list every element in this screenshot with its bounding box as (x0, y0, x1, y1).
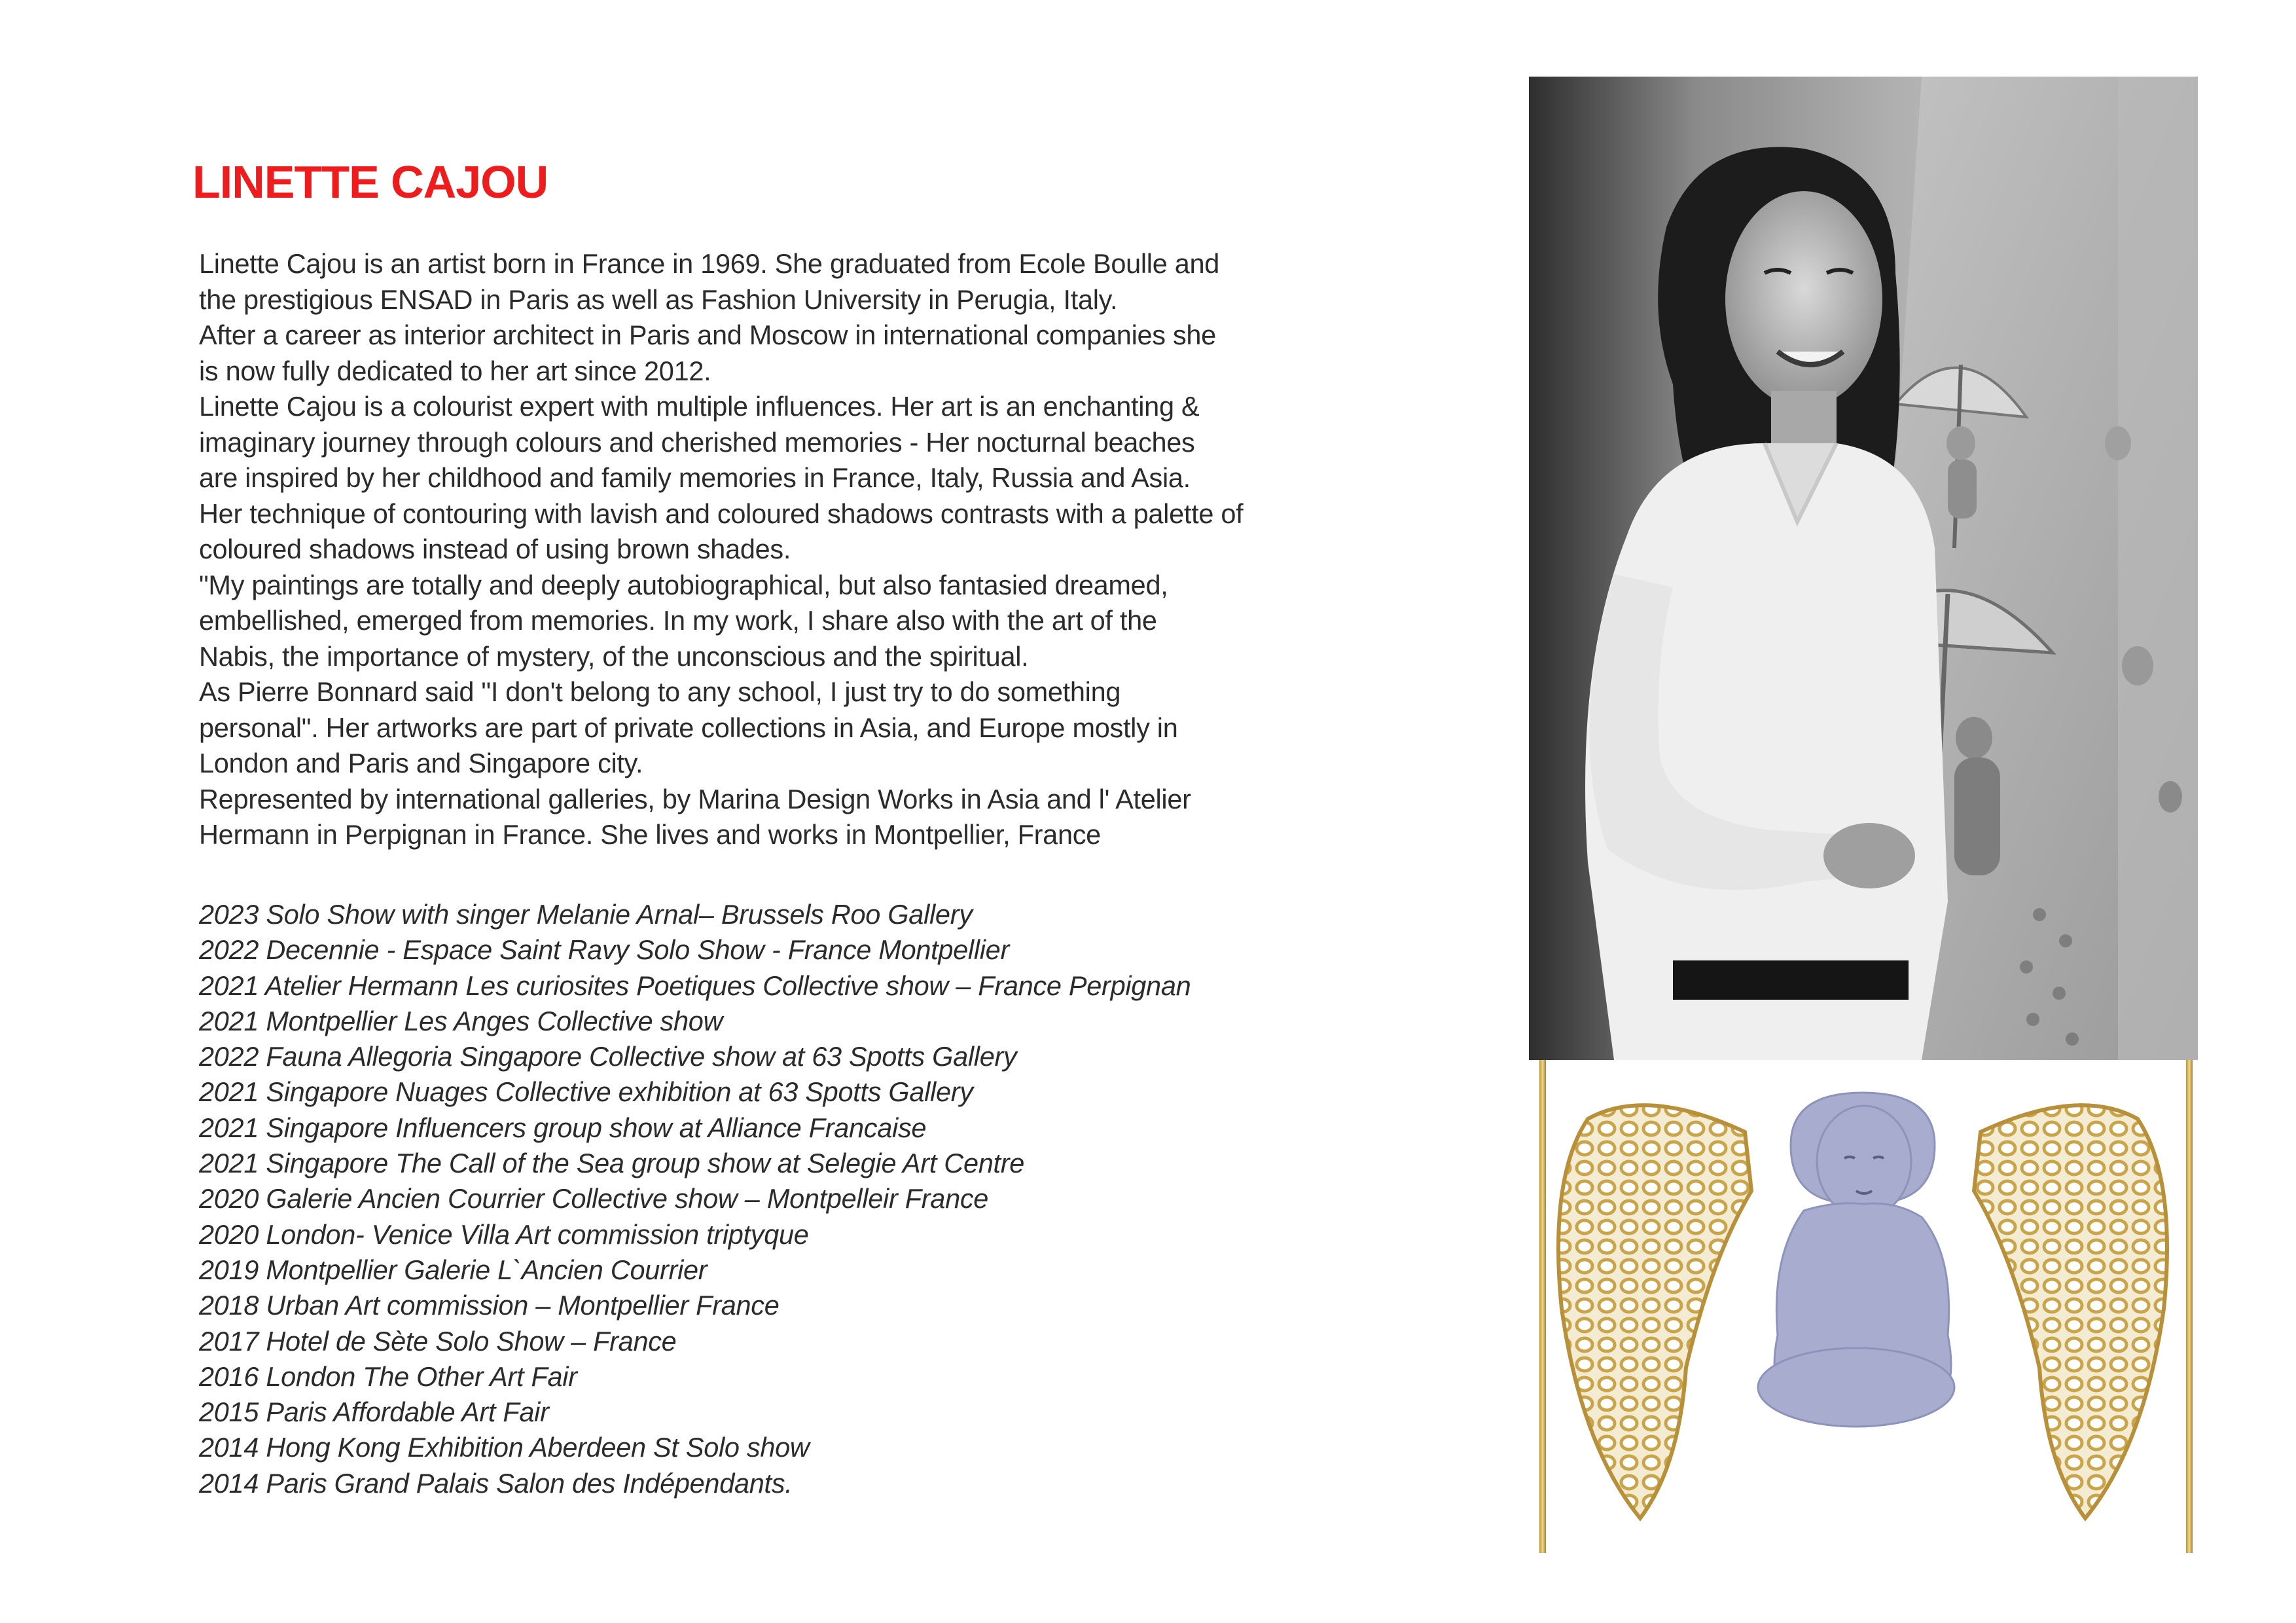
artwork-frame-left (1539, 1060, 1546, 1553)
bio-line: Nabis, the importance of mystery, of the unconscious and the spiritual. (199, 640, 1029, 672)
bio-line: London and Paris and Singapore city. (199, 748, 643, 778)
exhibition-item: 2022 Decennie - Espace Saint Ravy Solo Show - France Montpellier (199, 934, 1009, 966)
bio-line: Represented by international galleries, by Marina Design Works in Asia and l' Atelier (199, 783, 1191, 814)
bio-line: imaginary journey through colours and cherished memories - Her nocturnal beaches (199, 426, 1195, 458)
bio-line: Her technique of contouring with lavish and coloured shadows contrasts with a palette of (199, 498, 1244, 529)
exhibition-item: 2014 Paris Grand Palais Salon des Indépendants. (199, 1467, 793, 1499)
exhibition-item: 2015 Paris Affordable Art Fair (199, 1396, 549, 1428)
exhibition-item: 2019 Montpellier Galerie L`Ancien Courrier (199, 1254, 708, 1285)
bio-line: Linette Cajou is a colourist expert with multiple influences. Her art is an enchanting & (199, 391, 1200, 422)
exhibition-item: 2021 Montpellier Les Anges Collective show (199, 1005, 723, 1036)
artist-biography (199, 246, 1351, 853)
bio-line: embellished, emerged from memories. In my work, I share also with the art of the (199, 605, 1157, 636)
bio-line: Hermann in Perpignan in France. She lives and works in Montpellier, France (199, 819, 1101, 850)
bio-line: "My paintings are totally and deeply autobiographical, but also fantasied dreamed, (199, 569, 1168, 600)
exhibition-item: 2023 Solo Show with singer Melanie Arnal– Brussels Roo Gallery (199, 899, 973, 930)
exhibition-item: 2021 Atelier Hermann Les curiosites Poetiques Collective show – France Perpignan (199, 970, 1191, 1001)
exhibition-item: 2014 Hong Kong Exhibition Aberdeen St Solo show (199, 1432, 810, 1463)
exhibition-item: 2018 Urban Art commission – Montpellier France (199, 1290, 780, 1321)
bio-line: As Pierre Bonnard said "I don't belong to any school, I just try to do something (199, 676, 1121, 707)
artwork-frame-right (2186, 1060, 2193, 1553)
exhibition-item: 2021 Singapore The Call of the Sea group show at Selegie Art Centre (199, 1148, 1025, 1179)
bio-line: are inspired by her childhood and family memories in France, Italy, Russia and Asia. (199, 462, 1191, 493)
bio-line: coloured shadows instead of using brown shades. (199, 534, 791, 564)
exhibition-item: 2021 Singapore Nuages Collective exhibition at 63 Spotts Gallery (199, 1076, 973, 1108)
exhibition-item: 2016 London The Other Art Fair (199, 1360, 577, 1392)
bio-line: is now fully dedicated to her art since 2012. (199, 355, 711, 386)
artist-portrait-photo (1529, 77, 2198, 1060)
exhibition-item: 2022 Fauna Allegoria Singapore Collective show at 63 Spotts Gallery (199, 1041, 1017, 1072)
exhibition-item: 2021 Singapore Influencers group show at Alliance Francaise (199, 1112, 927, 1143)
exhibition-item: 2017 Hotel de Sète Solo Show – France (199, 1325, 677, 1357)
bio-line: After a career as interior architect in Paris and Moscow in international companies she (199, 319, 1216, 350)
exhibition-item: 2020 Galerie Ancien Courrier Collective show – Montpelleir France (199, 1183, 989, 1214)
bio-line: Linette Cajou is an artist born in France in 1969. She graduated from Ecole Boulle and (199, 248, 1220, 279)
page-title: LINETTE CAJOU (192, 156, 548, 208)
angel-artwork (1529, 1060, 2198, 1553)
exhibition-list (199, 897, 1351, 1501)
bio-line: the prestigious ENSAD in Paris as well as Fashion University in Perugia, Italy. (199, 283, 1118, 315)
exhibition-item: 2020 London- Venice Villa Art commission triptyque (199, 1218, 809, 1250)
bio-line: personal". Her artworks are part of private collections in Asia, and Europe mostly in (199, 712, 1178, 743)
